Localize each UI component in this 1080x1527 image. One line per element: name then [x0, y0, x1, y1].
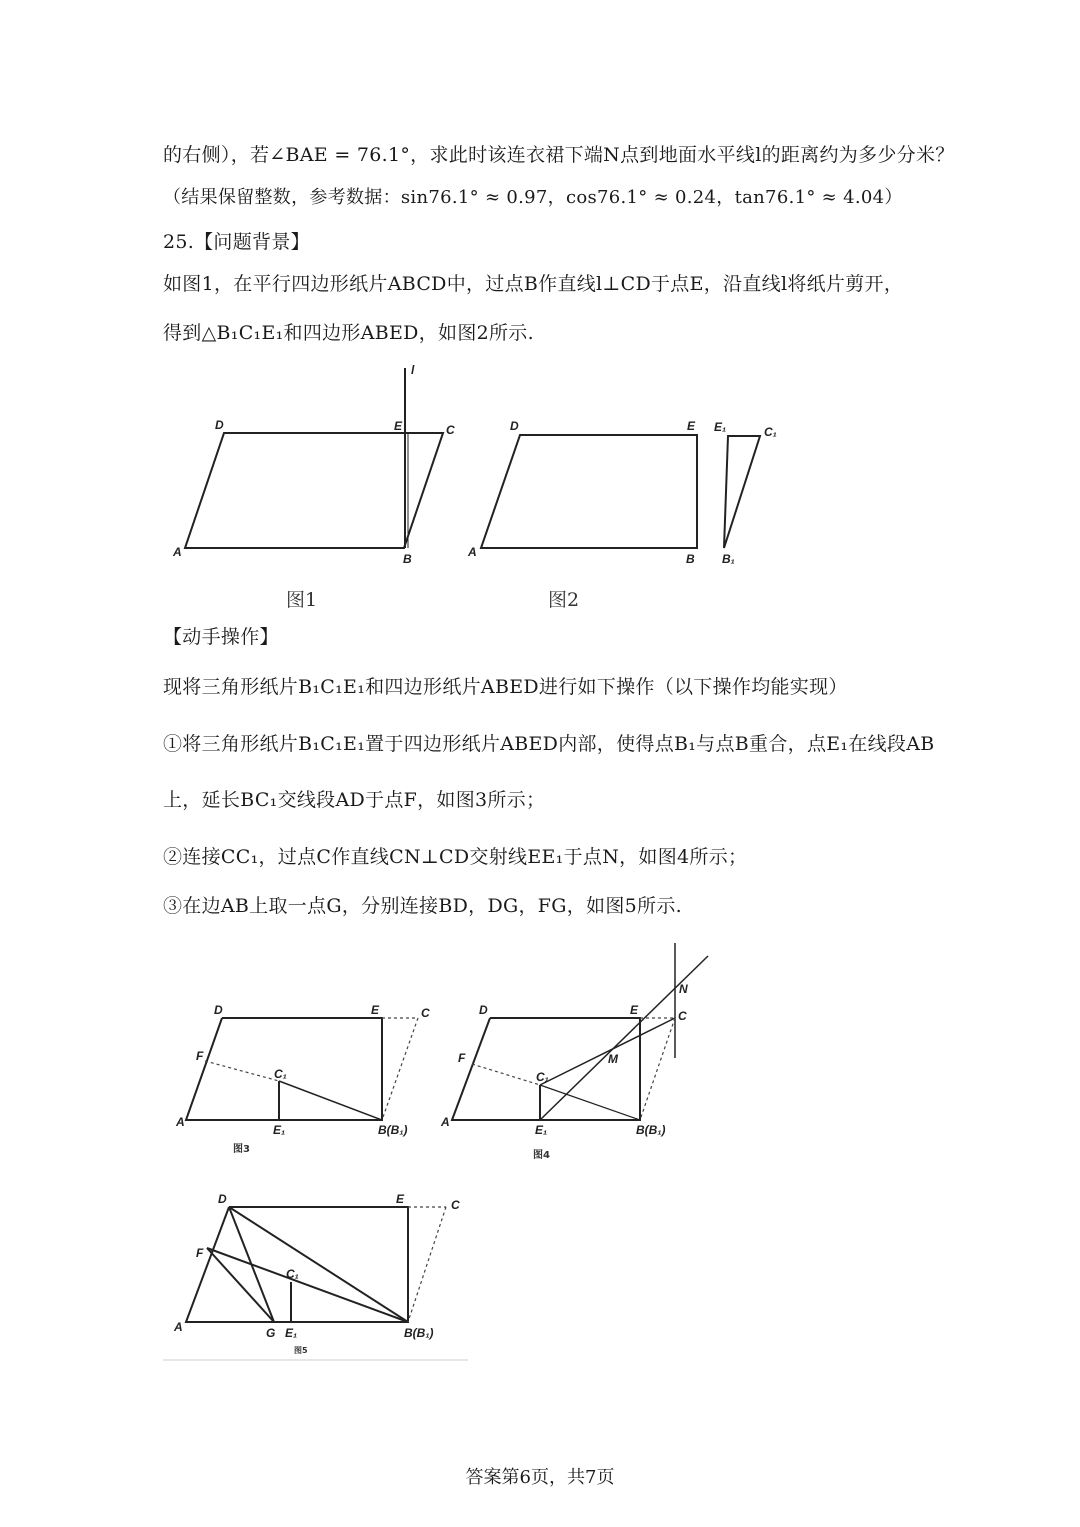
fig2-label-D: D [510, 419, 519, 433]
text-line-1 [163, 140, 955, 167]
text-line-7: 现将三角形纸片B₁C₁E₁和四边形纸片ABED进行如下操作（以下操作均能实现） [163, 676, 848, 698]
figure-3-4 [0, 938, 1080, 1168]
fig5-quadrilateral [186, 1207, 408, 1322]
fig1-label-l: l [411, 363, 415, 377]
text-line-9: 上，延长BC₁交线段AD于点F，如图3所示； [163, 789, 546, 811]
figure-5 [0, 1185, 1080, 1365]
text-line-11: ③在边AB上取一点G，分别连接BD，DG，FG，如图5所示. [163, 895, 682, 917]
text-line-2 [163, 183, 903, 209]
svg-text:N: N [679, 982, 688, 996]
page-footer: 答案第6页，共7页 [465, 1467, 615, 1488]
text-l2: （结果保留整数，参考数据：sin76.1° ≈ 0.97，cos76.1° ≈ 0.24，tan76.1° ≈ 4.04） [163, 187, 903, 208]
svg-text:E₁: E₁ [535, 1123, 548, 1137]
fig1-label-A: A [173, 545, 182, 559]
text-line-10: ②连接CC₁，过点C作直线CN⊥CD交射线EE₁于点N，如图4所示； [163, 846, 748, 868]
svg-text:D: D [479, 1003, 488, 1017]
fig2-label-B1: B₁ [722, 552, 735, 566]
svg-text:D: D [214, 1003, 223, 1017]
svg-text:M: M [608, 1052, 618, 1066]
svg-text:E₁: E₁ [273, 1123, 286, 1137]
fig2-label-E: E [687, 419, 696, 433]
fig1-label-B: B [403, 552, 412, 566]
svg-text:A: A [174, 1320, 183, 1334]
svg-text:C₁: C₁ [274, 1067, 287, 1081]
figure-1-2 [0, 360, 1080, 620]
svg-text:E₁: E₁ [285, 1326, 298, 1340]
svg-text:B(B₁): B(B₁) [636, 1123, 666, 1137]
svg-text:B(B₁): B(B₁) [404, 1326, 434, 1340]
svg-text:E: E [396, 1192, 405, 1206]
fig1-label-E: E [394, 419, 403, 433]
fig2-triangle [724, 436, 760, 548]
text-l1: 的右侧），若∠BAE = 76.1°，求此时该连衣裙下端N点到地面水平线l的距离约为多少分米？ [163, 144, 955, 166]
svg-text:C: C [421, 1006, 430, 1020]
fig4-quadrilateral [452, 1018, 640, 1120]
problem-25-heading: 25.【问题背景】 [163, 231, 310, 253]
fig2-quadrilateral [481, 435, 697, 548]
text-line-4: 如图1，在平行四边形纸片ABCD中，过点B作直线l⊥CD于点E，沿直线l将纸片剪开， [163, 273, 904, 295]
fig1-label-D: D [215, 418, 224, 432]
svg-text:D: D [218, 1192, 227, 1206]
svg-text:A: A [176, 1115, 185, 1129]
fig2-label-B: B [686, 552, 695, 566]
text-line-6: 【动手操作】 [163, 626, 279, 648]
fig2-label-E1: E₁ [714, 420, 727, 434]
svg-text:A: A [441, 1115, 450, 1129]
fig3-caption: 图3 [233, 1144, 250, 1155]
fig2-caption: 图2 [548, 589, 580, 611]
text-line-8: ①将三角形纸片B₁C₁E₁置于四边形纸片ABED内部，使得点B₁与点B重合，点E₁在线段AB [163, 733, 935, 755]
svg-text:E: E [371, 1003, 380, 1017]
svg-text:E: E [630, 1003, 639, 1017]
fig1-label-C: C [446, 423, 455, 437]
svg-text:C: C [451, 1198, 460, 1212]
svg-text:C₁: C₁ [536, 1070, 549, 1084]
svg-text:B(B₁): B(B₁) [378, 1123, 408, 1137]
fig2-label-A: A [468, 545, 477, 559]
fig5-caption: 图5 [294, 1346, 308, 1355]
svg-text:C₁: C₁ [286, 1267, 299, 1281]
text-line-5: 得到△B₁C₁E₁和四边形ABED，如图2所示. [163, 322, 534, 344]
svg-text:F: F [196, 1049, 204, 1063]
svg-text:F: F [196, 1246, 204, 1260]
svg-text:F: F [458, 1051, 466, 1065]
fig2-label-C1: C₁ [764, 425, 777, 439]
fig1-caption: 图1 [286, 589, 318, 611]
fig4-caption: 图4 [533, 1150, 550, 1161]
svg-text:C: C [678, 1009, 687, 1023]
svg-text:G: G [266, 1326, 276, 1340]
